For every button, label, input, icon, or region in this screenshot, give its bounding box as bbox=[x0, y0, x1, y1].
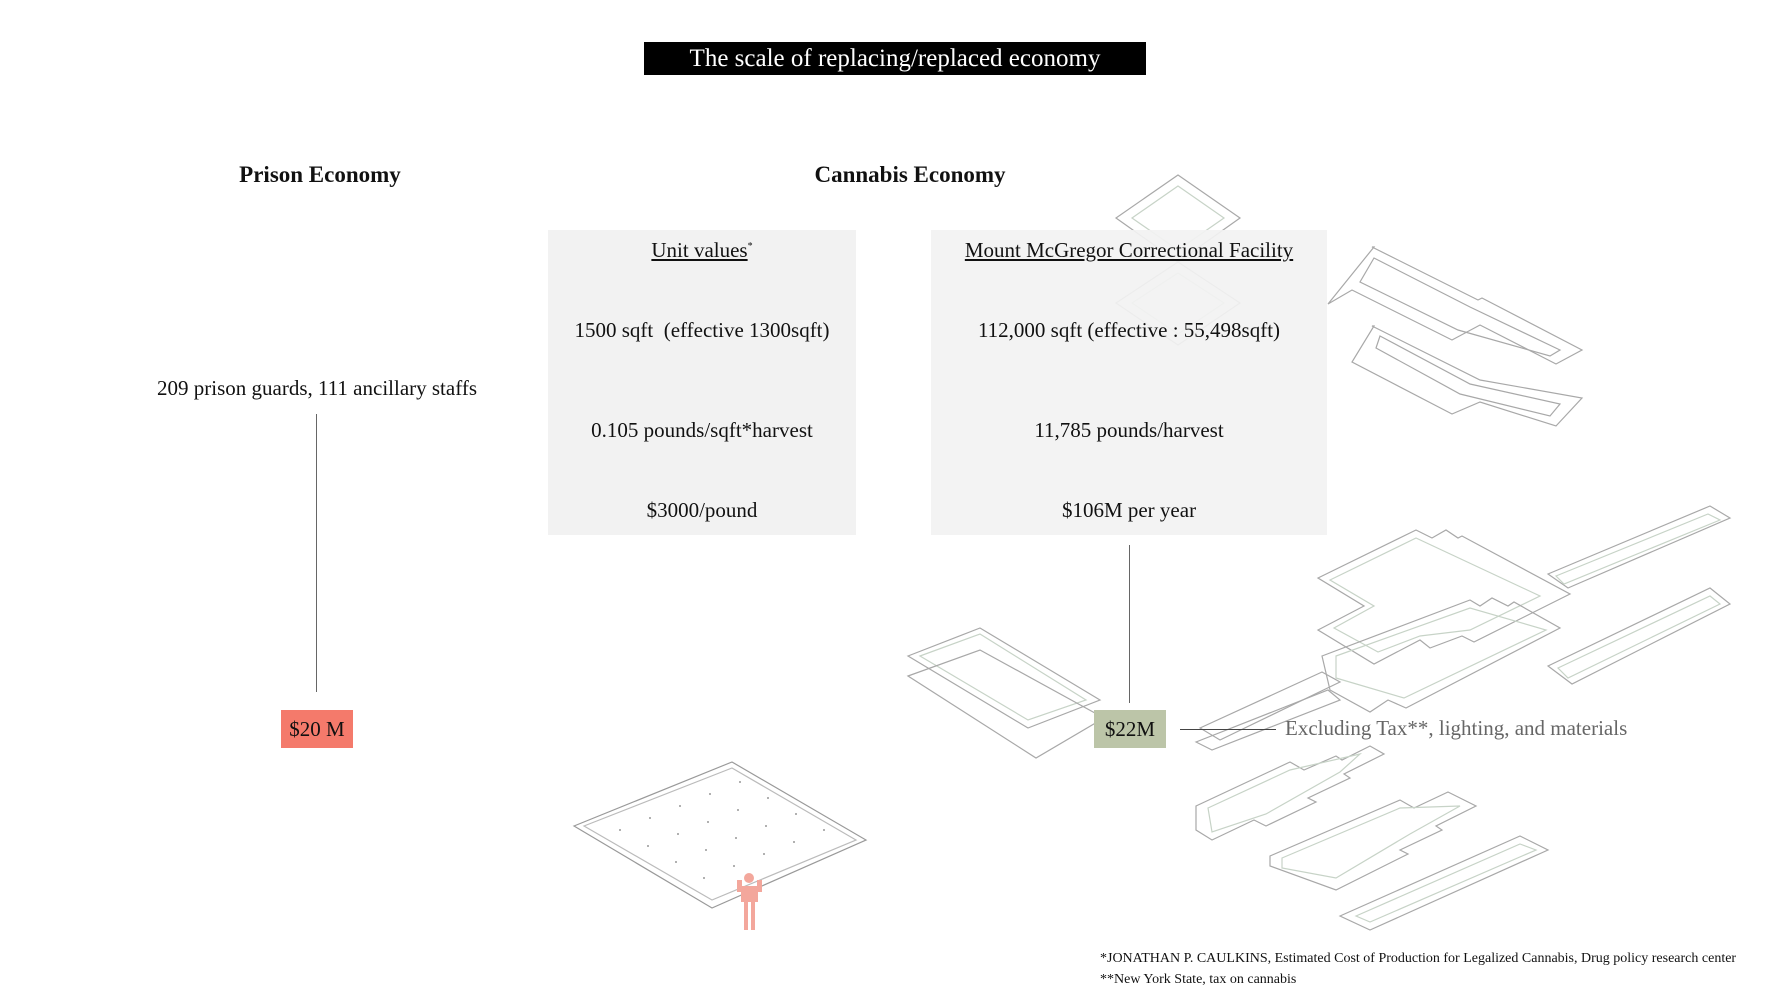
building-block bbox=[1340, 836, 1548, 930]
building-block bbox=[1270, 792, 1476, 890]
building-block bbox=[1196, 746, 1384, 840]
unit-values-title bbox=[548, 238, 856, 263]
building-block bbox=[1328, 247, 1582, 364]
unit-values-title-text: Unit values bbox=[651, 238, 748, 262]
page-title: The scale of replacing/replaced economy bbox=[644, 42, 1146, 75]
unit-area: 1500 sqft (effective 1300sqft) bbox=[574, 318, 830, 342]
facility-box bbox=[931, 230, 1327, 535]
note-connector-line bbox=[1180, 729, 1276, 730]
prison-economy-heading: Prison Economy bbox=[239, 162, 401, 187]
footnote-tax: **New York State, tax on cannabis bbox=[1100, 972, 1297, 987]
building-block bbox=[908, 628, 1104, 758]
unit-yield: 0.105 pounds/sqft*harvest bbox=[591, 418, 813, 442]
cannabis-connector-line bbox=[1129, 545, 1130, 703]
building-block bbox=[1548, 588, 1730, 684]
grow-room-plan bbox=[574, 762, 866, 908]
building-block bbox=[1352, 326, 1582, 426]
building-block bbox=[1318, 530, 1570, 664]
prison-connector-line bbox=[316, 414, 317, 692]
cannabis-economy-heading: Cannabis Economy bbox=[814, 162, 1006, 187]
cannabis-value-badge: $22M bbox=[1094, 710, 1166, 748]
prison-value-badge: $20 M bbox=[281, 710, 353, 748]
unit-values-footnote-mark: * bbox=[747, 241, 753, 252]
unit-values-box bbox=[548, 230, 856, 535]
human-figure-icon bbox=[737, 873, 762, 930]
facility-revenue: $106M per year bbox=[1061, 498, 1197, 522]
facility-title: Mount McGregor Correctional Facility bbox=[964, 238, 1294, 262]
cannabis-value-note: Excluding Tax**, lighting, and materials bbox=[1285, 716, 1628, 740]
building-block bbox=[1548, 506, 1730, 588]
facility-area: 112,000 sqft (effective : 55,498sqft) bbox=[977, 318, 1281, 342]
footnote-source: *JONATHAN P. CAULKINS, Estimated Cost of Production for Legalized Cannabis, Drug policy research center bbox=[1100, 951, 1737, 966]
prison-staff-text: 209 prison guards, 111 ancillary staffs bbox=[157, 376, 477, 400]
unit-price: $3000/pound bbox=[646, 498, 758, 522]
facility-yield: 11,785 pounds/harvest bbox=[1034, 418, 1224, 442]
